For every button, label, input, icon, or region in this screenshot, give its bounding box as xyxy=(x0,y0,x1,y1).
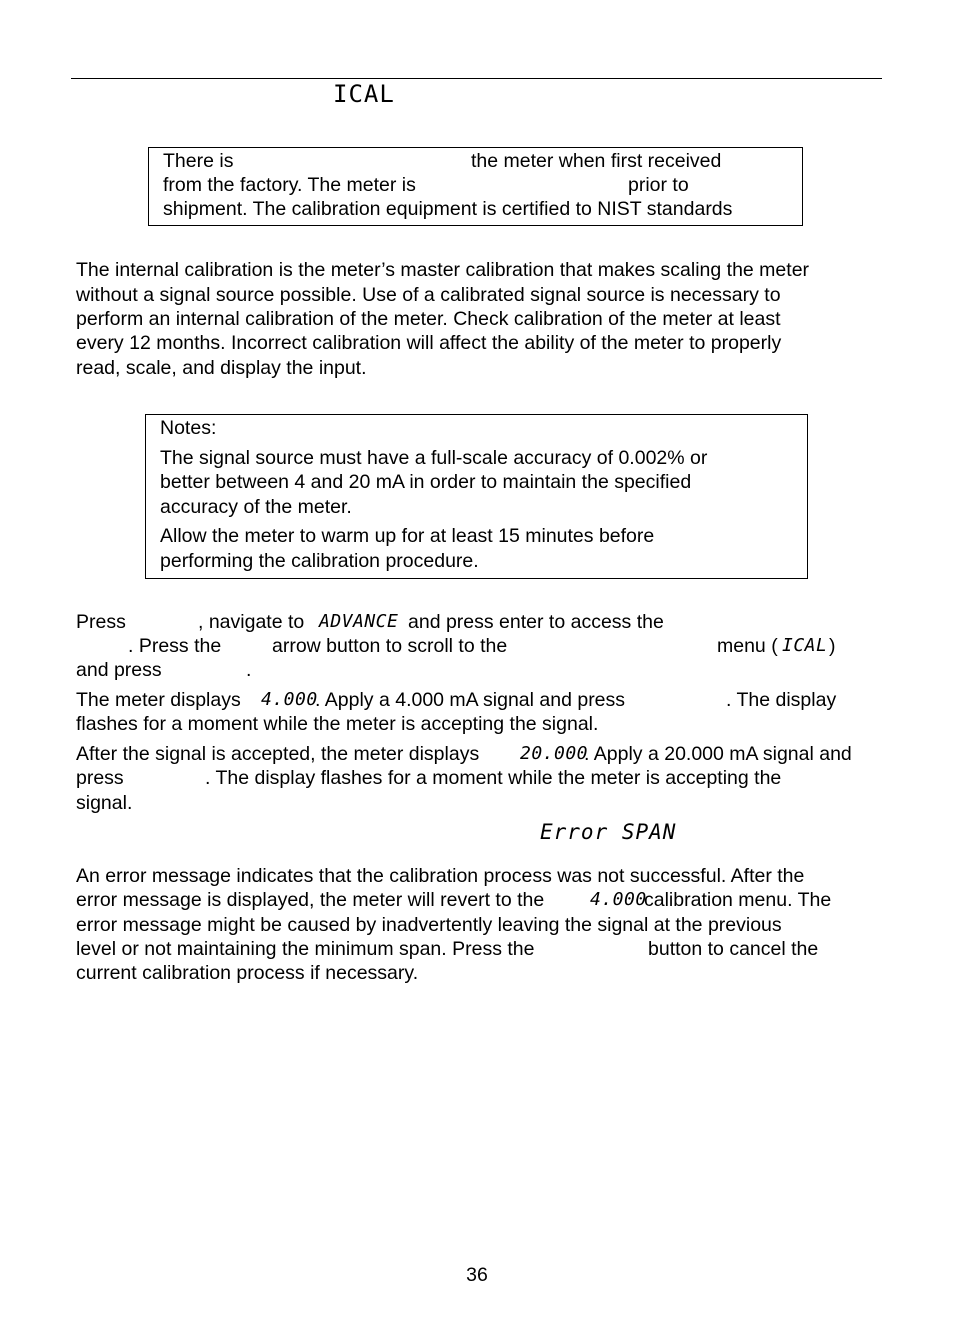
step3-text: press xyxy=(76,767,124,789)
step1-text: . xyxy=(246,659,252,681)
section-lcd-title: ICAL xyxy=(333,80,395,108)
step1-text: and press enter to access the xyxy=(408,611,664,633)
error-para-line: current calibration process if necessary. xyxy=(76,962,419,984)
step3-text: . Apply a 20.000 mA signal and xyxy=(584,743,852,765)
note-line-3: shipment. The calibration equipment is certified to NIST standards xyxy=(163,198,733,220)
error-para-line: level or not maintaining the minimum span. Press the xyxy=(76,938,535,960)
step1-text: arrow button to scroll to the xyxy=(272,635,508,657)
notes-line: Allow the meter to warm up for at least 15 minutes before xyxy=(160,525,655,547)
intro-line: perform an internal calibration of the meter. Check calibration of the meter at least xyxy=(76,308,781,330)
error-para-line: calibration menu. The xyxy=(644,889,832,911)
step2-text: . The display xyxy=(726,689,837,711)
step3-text: signal. xyxy=(76,792,133,814)
error-para-line: button to cancel the xyxy=(648,938,819,960)
page-number: 36 xyxy=(466,1264,488,1286)
step3-text: After the signal is accepted, the meter displays xyxy=(76,743,480,765)
step1-text: , navigate to xyxy=(198,611,305,633)
step1-text: menu ( xyxy=(717,635,778,657)
note-line-2a: from the factory. The meter is xyxy=(163,174,416,196)
lcd-20000: 20.000 xyxy=(520,743,589,764)
notes-title: Notes: xyxy=(160,417,217,439)
header-rule xyxy=(71,78,882,79)
step1-text: ) xyxy=(829,635,836,657)
step2-text: . Apply a 4.000 mA signal and press xyxy=(315,689,626,711)
intro-line: every 12 months. Incorrect calibration will affect the ability of the meter to properly xyxy=(76,332,782,354)
notes-line: better between 4 and 20 mA in order to maintain the specified xyxy=(160,471,692,493)
lcd-advance: ADVANCE xyxy=(319,611,399,632)
note-line-1a: There is xyxy=(163,150,234,172)
step3-text: . The display flashes for a moment while the meter is accepting the xyxy=(205,767,782,789)
note-line-1b: the meter when first received xyxy=(471,150,722,172)
step1-text: and press xyxy=(76,659,162,681)
intro-line: The internal calibration is the meter’s master calibration that makes scaling the meter xyxy=(76,259,810,281)
note-line-2b: prior to xyxy=(628,174,689,196)
notes-line: performing the calibration procedure. xyxy=(160,550,479,572)
notes-line: accuracy of the meter. xyxy=(160,496,352,518)
intro-line: read, scale, and display the input. xyxy=(76,357,367,379)
intro-line: without a signal source possible. Use of a calibrated signal source is necessary to xyxy=(76,284,781,306)
error-para-line: An error message indicates that the calibration process was not successful. After the xyxy=(76,865,805,887)
lcd-4000: 4.000 xyxy=(590,889,647,910)
lcd-4000: 4.000 xyxy=(261,689,318,710)
step1-text: . Press the xyxy=(128,635,222,657)
lcd-error-span: Error SPAN xyxy=(540,820,677,844)
step2-text: The meter displays xyxy=(76,689,241,711)
notes-line: The signal source must have a full-scale accuracy of 0.002% or xyxy=(160,447,708,469)
error-para-line: error message is displayed, the meter will revert to the xyxy=(76,889,545,911)
step1-text: Press xyxy=(76,611,126,633)
lcd-ical: ICAL xyxy=(782,635,828,656)
error-para-line: error message might be caused by inadvertently leaving the signal at the previous xyxy=(76,914,782,936)
step2-text: flashes for a moment while the meter is accepting the signal. xyxy=(76,713,599,735)
